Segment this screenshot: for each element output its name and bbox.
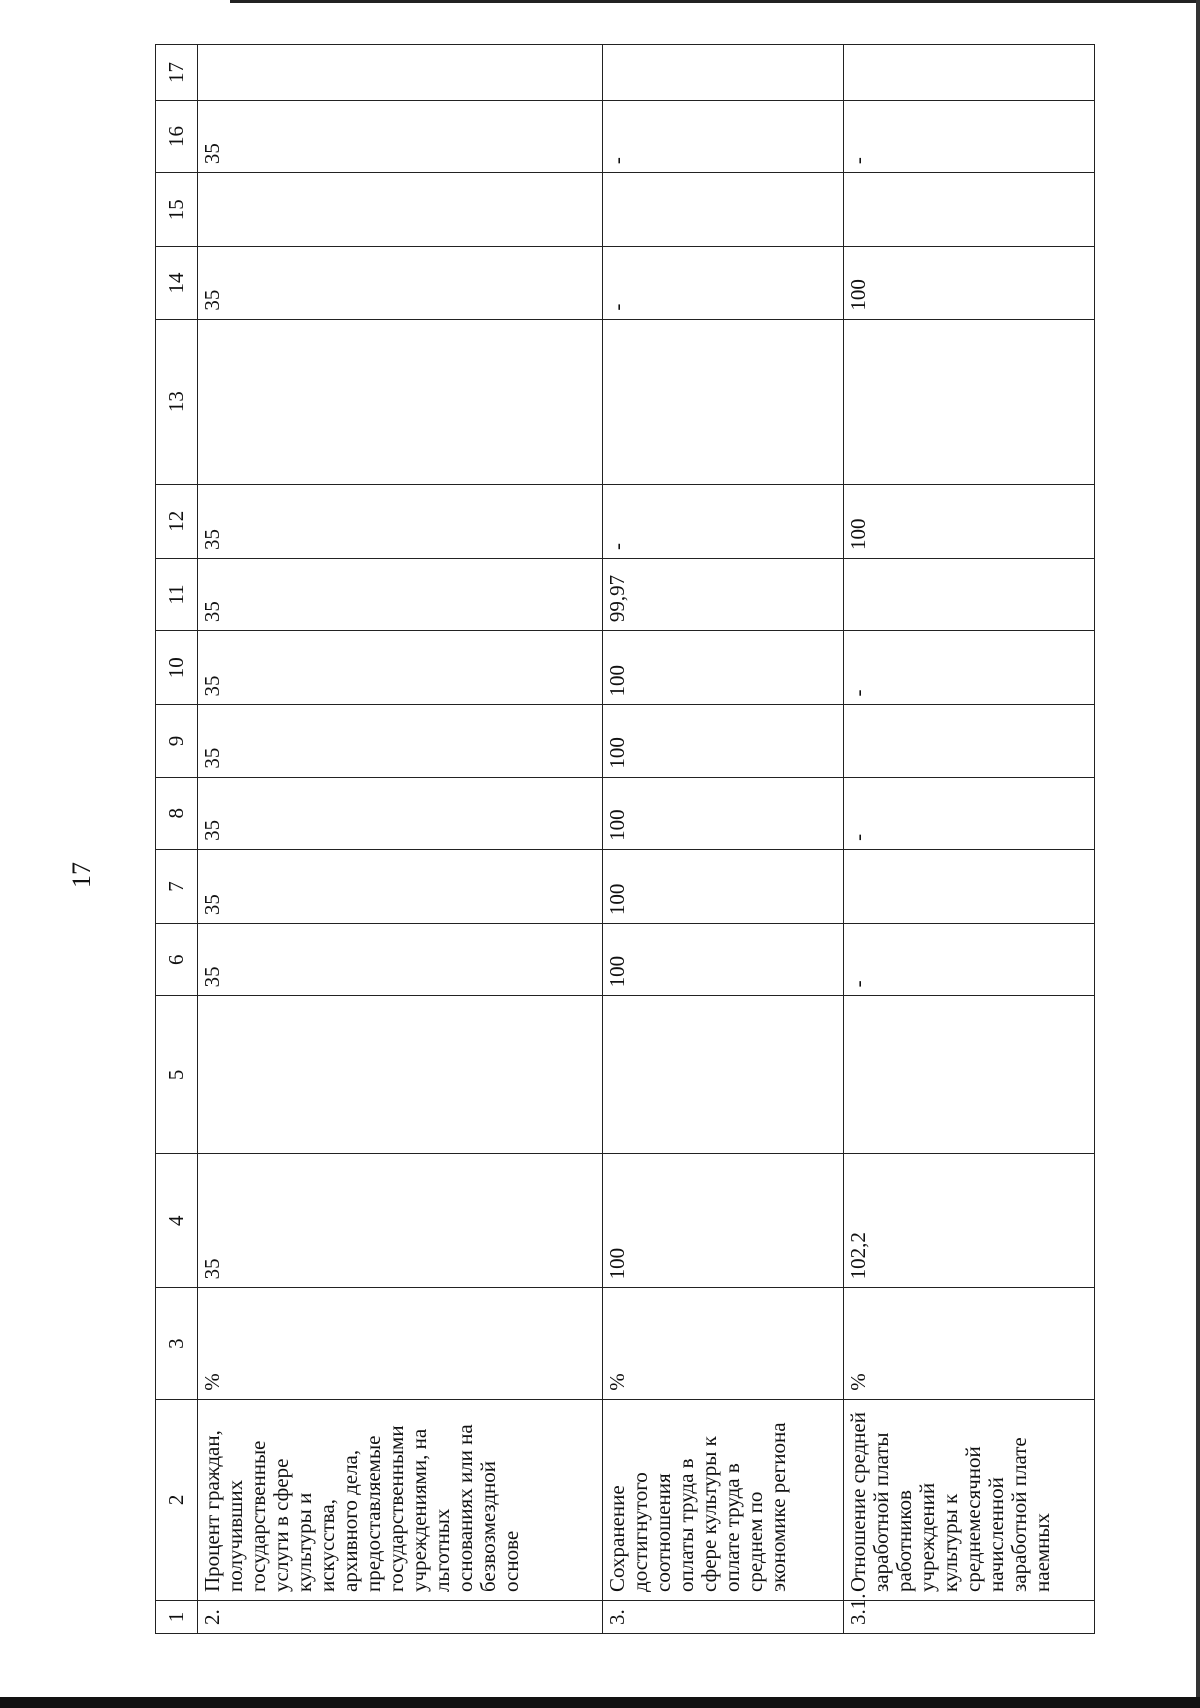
column-header: 14: [156, 247, 198, 319]
unit-cell: %: [843, 1288, 1094, 1399]
indicator-name-cell: Процент граждан, получивших государственные услуги в сфере культуры и искусства, архивного дела, предоставляемые государственными учреждениями, на льготных основаниях или на безвозмездной основе: [198, 1399, 603, 1600]
column-header: 7: [156, 849, 198, 923]
row-number-cell: 3.: [603, 1600, 843, 1633]
column-header: 9: [156, 705, 198, 777]
value-cell: -: [843, 924, 1094, 996]
value-cell: 35: [198, 247, 603, 319]
value-cell: 100: [603, 705, 843, 777]
value-cell: [843, 173, 1094, 247]
column-header: 2: [156, 1399, 198, 1600]
scan-right-edge: [1196, 0, 1200, 1708]
scan-bottom-edge: [0, 1697, 1200, 1708]
column-header: 10: [156, 631, 198, 705]
value-cell: 100: [843, 484, 1094, 558]
indicator-name-cell: Сохранение достигнутого соотношения оплаты труда в сфере культуры к оплате труда в среднем по экономике региона: [603, 1399, 843, 1600]
value-cell: 35: [198, 631, 603, 705]
value-cell: -: [843, 631, 1094, 705]
column-header: 16: [156, 100, 198, 172]
rotated-table-container: [155, 44, 1095, 1634]
value-cell: 35: [198, 1154, 603, 1288]
value-cell: 35: [198, 484, 603, 558]
indicator-name-cell: Отношение средней заработной платы работников учреждений культуры к среднемесячной начисленной заработной плате наемных: [843, 1399, 1094, 1600]
column-header: 11: [156, 558, 198, 630]
value-cell: 100: [603, 924, 843, 996]
value-cell: [843, 319, 1094, 484]
value-cell: 99,97: [603, 558, 843, 630]
column-header: 6: [156, 924, 198, 996]
value-cell: [198, 173, 603, 247]
value-cell: 35: [198, 849, 603, 923]
column-header: 17: [156, 45, 198, 101]
value-cell: -: [603, 484, 843, 558]
value-cell: 100: [603, 631, 843, 705]
value-cell: [603, 45, 843, 101]
value-cell: [198, 996, 603, 1154]
value-cell: [843, 996, 1094, 1154]
row-number-cell: 2.: [198, 1600, 603, 1633]
table-row-2: [198, 45, 603, 1634]
value-cell: -: [843, 100, 1094, 172]
value-cell: [603, 319, 843, 484]
value-cell: [603, 173, 843, 247]
value-cell: 100: [603, 849, 843, 923]
page-number: 17: [67, 862, 96, 888]
value-cell: [843, 849, 1094, 923]
table-row-3-1: [843, 45, 1094, 1634]
column-header: 8: [156, 777, 198, 849]
column-header: 1: [156, 1600, 198, 1633]
unit-cell: %: [603, 1288, 843, 1399]
value-cell: -: [603, 100, 843, 172]
value-cell: 35: [198, 705, 603, 777]
row-number-cell: 3.1.: [843, 1600, 1094, 1633]
column-number-header-row: [156, 45, 198, 1634]
value-cell: 35: [198, 924, 603, 996]
indicators-table: [155, 44, 1095, 1634]
value-cell: [198, 45, 603, 101]
column-header: 15: [156, 173, 198, 247]
value-cell: [843, 705, 1094, 777]
column-header: 13: [156, 319, 198, 484]
value-cell: [603, 996, 843, 1154]
scan-top-edge: [230, 0, 1200, 3]
value-cell: 100: [603, 1154, 843, 1288]
table-row-3: [603, 45, 843, 1634]
value-cell: 102,2: [843, 1154, 1094, 1288]
value-cell: -: [603, 247, 843, 319]
value-cell: 100: [843, 247, 1094, 319]
column-header: 12: [156, 484, 198, 558]
column-header: 5: [156, 996, 198, 1154]
value-cell: 35: [198, 777, 603, 849]
value-cell: [198, 319, 603, 484]
value-cell: 35: [198, 100, 603, 172]
value-cell: [843, 558, 1094, 630]
value-cell: 100: [603, 777, 843, 849]
value-cell: 35: [198, 558, 603, 630]
value-cell: [843, 45, 1094, 101]
column-header: 3: [156, 1288, 198, 1399]
unit-cell: %: [198, 1288, 603, 1399]
column-header: 4: [156, 1154, 198, 1288]
value-cell: -: [843, 777, 1094, 849]
